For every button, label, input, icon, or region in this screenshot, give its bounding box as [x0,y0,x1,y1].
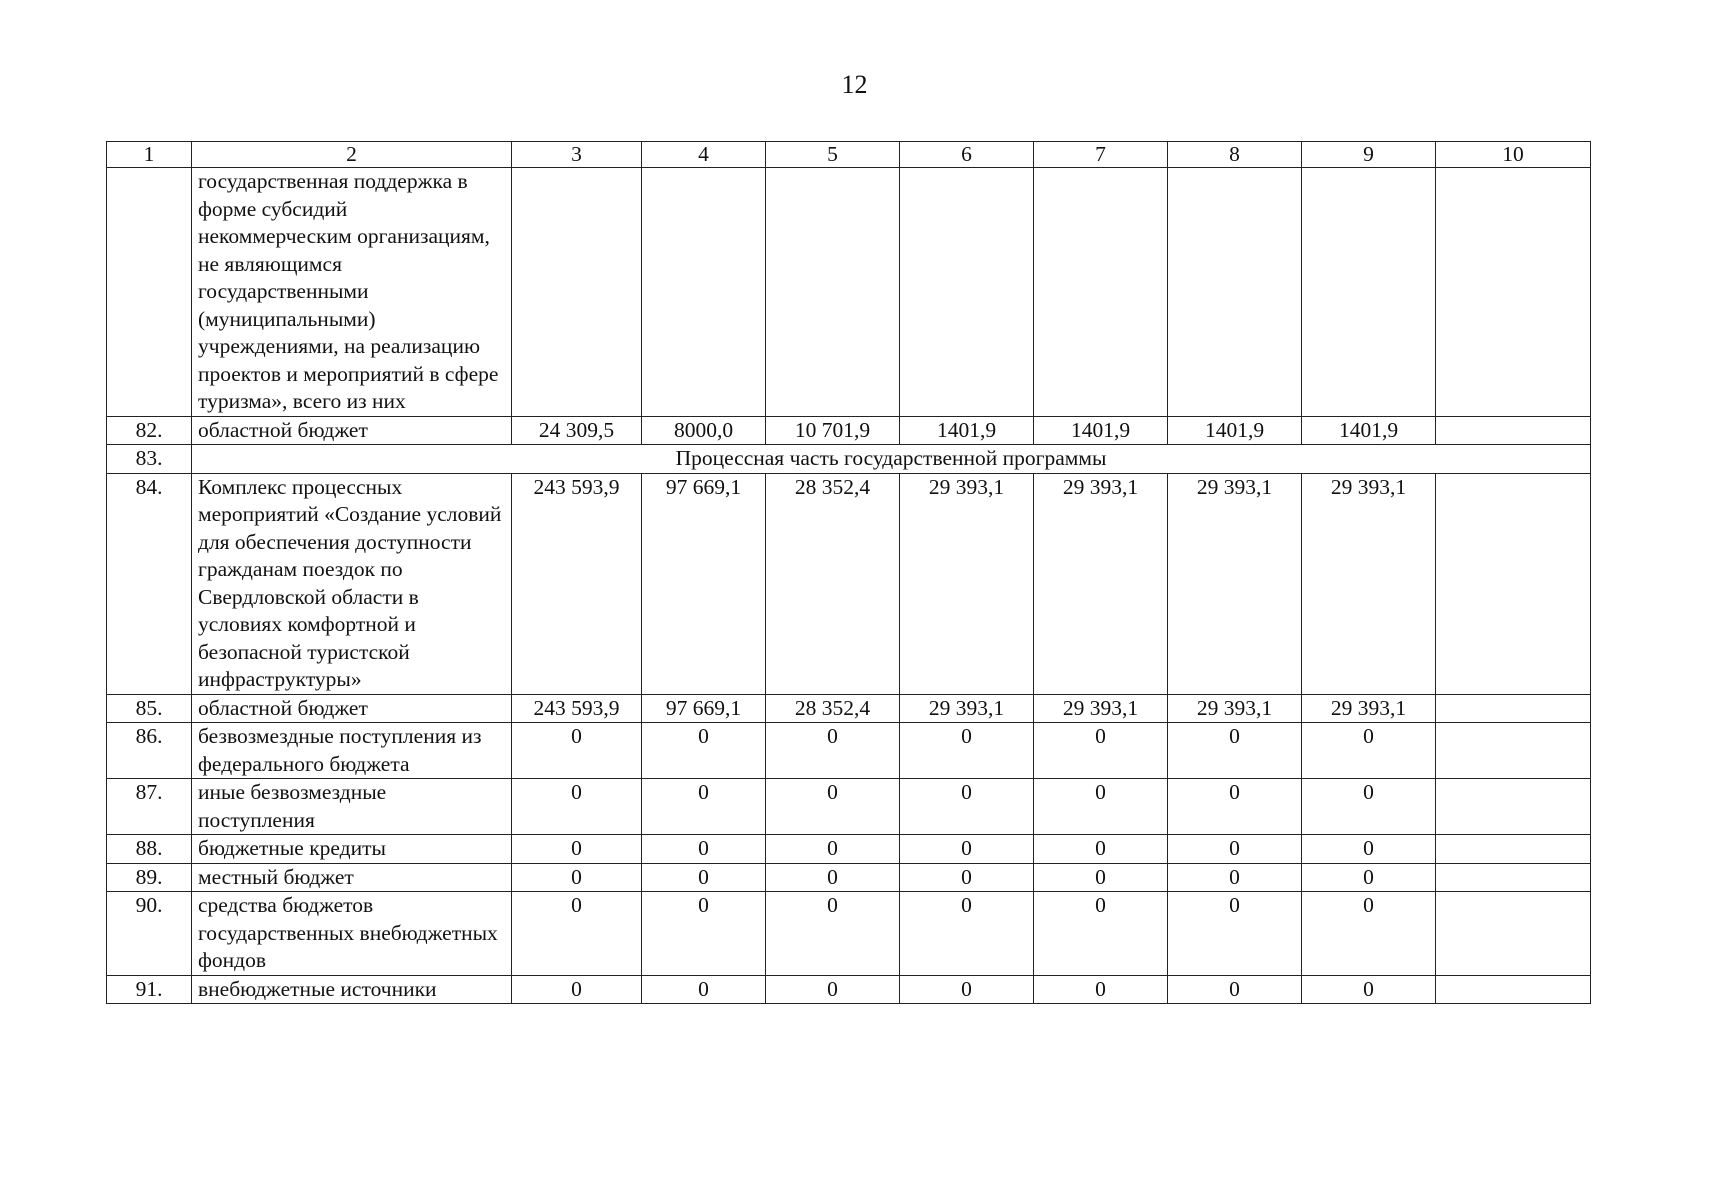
value-cell [1302,168,1436,417]
value-cell [1436,694,1591,723]
value-cell: 0 [642,779,766,835]
section-title: Процессная часть государственной программы [192,445,1591,474]
value-cell [1034,168,1168,417]
row-name: государственная поддержка в форме субсидий некоммерческим организациям, не являющимся государственными (муниципальными) учреждениями, на реализацию проектов и мероприятий в сфере туризма», всего из них [192,168,512,417]
value-cell [1436,892,1591,976]
budget-table [106,141,1591,1004]
value-cell [1436,863,1591,892]
header-cell: 7 [1034,142,1168,168]
row-number: 91. [107,975,192,1004]
value-cell [1168,168,1302,417]
page-number: 12 [841,70,868,99]
row-number: 84. [107,473,192,694]
value-cell [512,168,642,417]
value-cell: 0 [512,892,642,976]
value-cell: 0 [1168,779,1302,835]
header-cell: 4 [642,142,766,168]
row-name: областной бюджет [192,416,512,445]
header-cell: 3 [512,142,642,168]
value-cell: 29 393,1 [1034,473,1168,694]
value-cell: 0 [512,723,642,779]
value-cell: 0 [900,863,1034,892]
value-cell: 0 [900,835,1034,864]
value-cell: 243 593,9 [512,694,642,723]
value-cell [1436,168,1591,417]
value-cell: 0 [766,975,900,1004]
row-number: 85. [107,694,192,723]
value-cell: 0 [766,863,900,892]
value-cell [766,168,900,417]
value-cell: 0 [1034,975,1168,1004]
table-row [107,892,1591,976]
value-cell: 0 [1034,863,1168,892]
value-cell: 0 [766,892,900,976]
value-cell: 0 [642,863,766,892]
row-name: местный бюджет [192,863,512,892]
header-cell: 1 [107,142,192,168]
table-row [107,416,1591,445]
value-cell: 0 [512,975,642,1004]
value-cell: 29 393,1 [900,694,1034,723]
value-cell: 1401,9 [900,416,1034,445]
row-name: Комплекс процессных мероприятий «Создание условий для обеспечения доступности гражданам поездок по Свердловской области в условиях комфортной и безопасной туристской инфраструктуры» [192,473,512,694]
row-name: областной бюджет [192,694,512,723]
value-cell: 29 393,1 [900,473,1034,694]
table-row [107,863,1591,892]
section-row [107,445,1591,474]
value-cell: 0 [512,835,642,864]
value-cell: 8000,0 [642,416,766,445]
value-cell [642,168,766,417]
value-cell: 0 [900,779,1034,835]
table-row [107,723,1591,779]
header-cell: 6 [900,142,1034,168]
row-number: 90. [107,892,192,976]
row-number: 89. [107,863,192,892]
row-name: средства бюджетов государственных внебюджетных фондов [192,892,512,976]
header-cell: 2 [192,142,512,168]
value-cell: 0 [642,835,766,864]
value-cell: 0 [1034,779,1168,835]
value-cell: 0 [1302,863,1436,892]
value-cell: 28 352,4 [766,473,900,694]
value-cell: 0 [642,892,766,976]
value-cell: 29 393,1 [1034,694,1168,723]
value-cell: 10 701,9 [766,416,900,445]
value-cell: 29 393,1 [1168,694,1302,723]
value-cell [900,168,1034,417]
value-cell: 0 [1302,975,1436,1004]
table-row [107,168,1591,417]
value-cell: 0 [1168,835,1302,864]
row-number: 83. [107,445,192,474]
value-cell: 0 [900,975,1034,1004]
value-cell: 0 [900,723,1034,779]
value-cell: 0 [1034,835,1168,864]
value-cell: 97 669,1 [642,694,766,723]
value-cell: 29 393,1 [1168,473,1302,694]
row-number: 87. [107,779,192,835]
table-row [107,694,1591,723]
value-cell: 1401,9 [1302,416,1436,445]
value-cell: 0 [1034,892,1168,976]
header-cell: 8 [1168,142,1302,168]
value-cell [1436,975,1591,1004]
value-cell [1436,416,1591,445]
header-cell: 9 [1302,142,1436,168]
value-cell [1436,779,1591,835]
value-cell: 29 393,1 [1302,694,1436,723]
value-cell: 0 [1034,723,1168,779]
value-cell: 1401,9 [1034,416,1168,445]
table-row [107,473,1591,694]
value-cell: 1401,9 [1168,416,1302,445]
row-name: бюджетные кредиты [192,835,512,864]
value-cell: 0 [766,835,900,864]
value-cell: 0 [766,723,900,779]
table-row [107,835,1591,864]
value-cell: 0 [1168,723,1302,779]
value-cell: 28 352,4 [766,694,900,723]
row-number: 88. [107,835,192,864]
value-cell: 0 [900,892,1034,976]
value-cell: 0 [766,779,900,835]
value-cell: 0 [1302,779,1436,835]
value-cell: 0 [642,723,766,779]
row-number: 86. [107,723,192,779]
header-cell: 5 [766,142,900,168]
row-name: иные безвозмездные поступления [192,779,512,835]
value-cell: 97 669,1 [642,473,766,694]
value-cell: 0 [1168,975,1302,1004]
value-cell: 0 [1168,892,1302,976]
value-cell [1436,473,1591,694]
row-number: 82. [107,416,192,445]
value-cell: 0 [512,863,642,892]
value-cell: 0 [1302,892,1436,976]
value-cell: 0 [1302,723,1436,779]
value-cell [1436,723,1591,779]
value-cell: 0 [512,779,642,835]
table-row [107,779,1591,835]
row-name: безвозмездные поступления из федерального бюджета [192,723,512,779]
value-cell: 29 393,1 [1302,473,1436,694]
value-cell: 0 [1168,863,1302,892]
value-cell: 0 [642,975,766,1004]
value-cell: 0 [1302,835,1436,864]
row-name: внебюджетные источники [192,975,512,1004]
table-row [107,975,1591,1004]
row-number [107,168,192,417]
header-cell: 10 [1436,142,1591,168]
header-row [107,142,1591,168]
value-cell: 243 593,9 [512,473,642,694]
value-cell [1436,835,1591,864]
value-cell: 24 309,5 [512,416,642,445]
